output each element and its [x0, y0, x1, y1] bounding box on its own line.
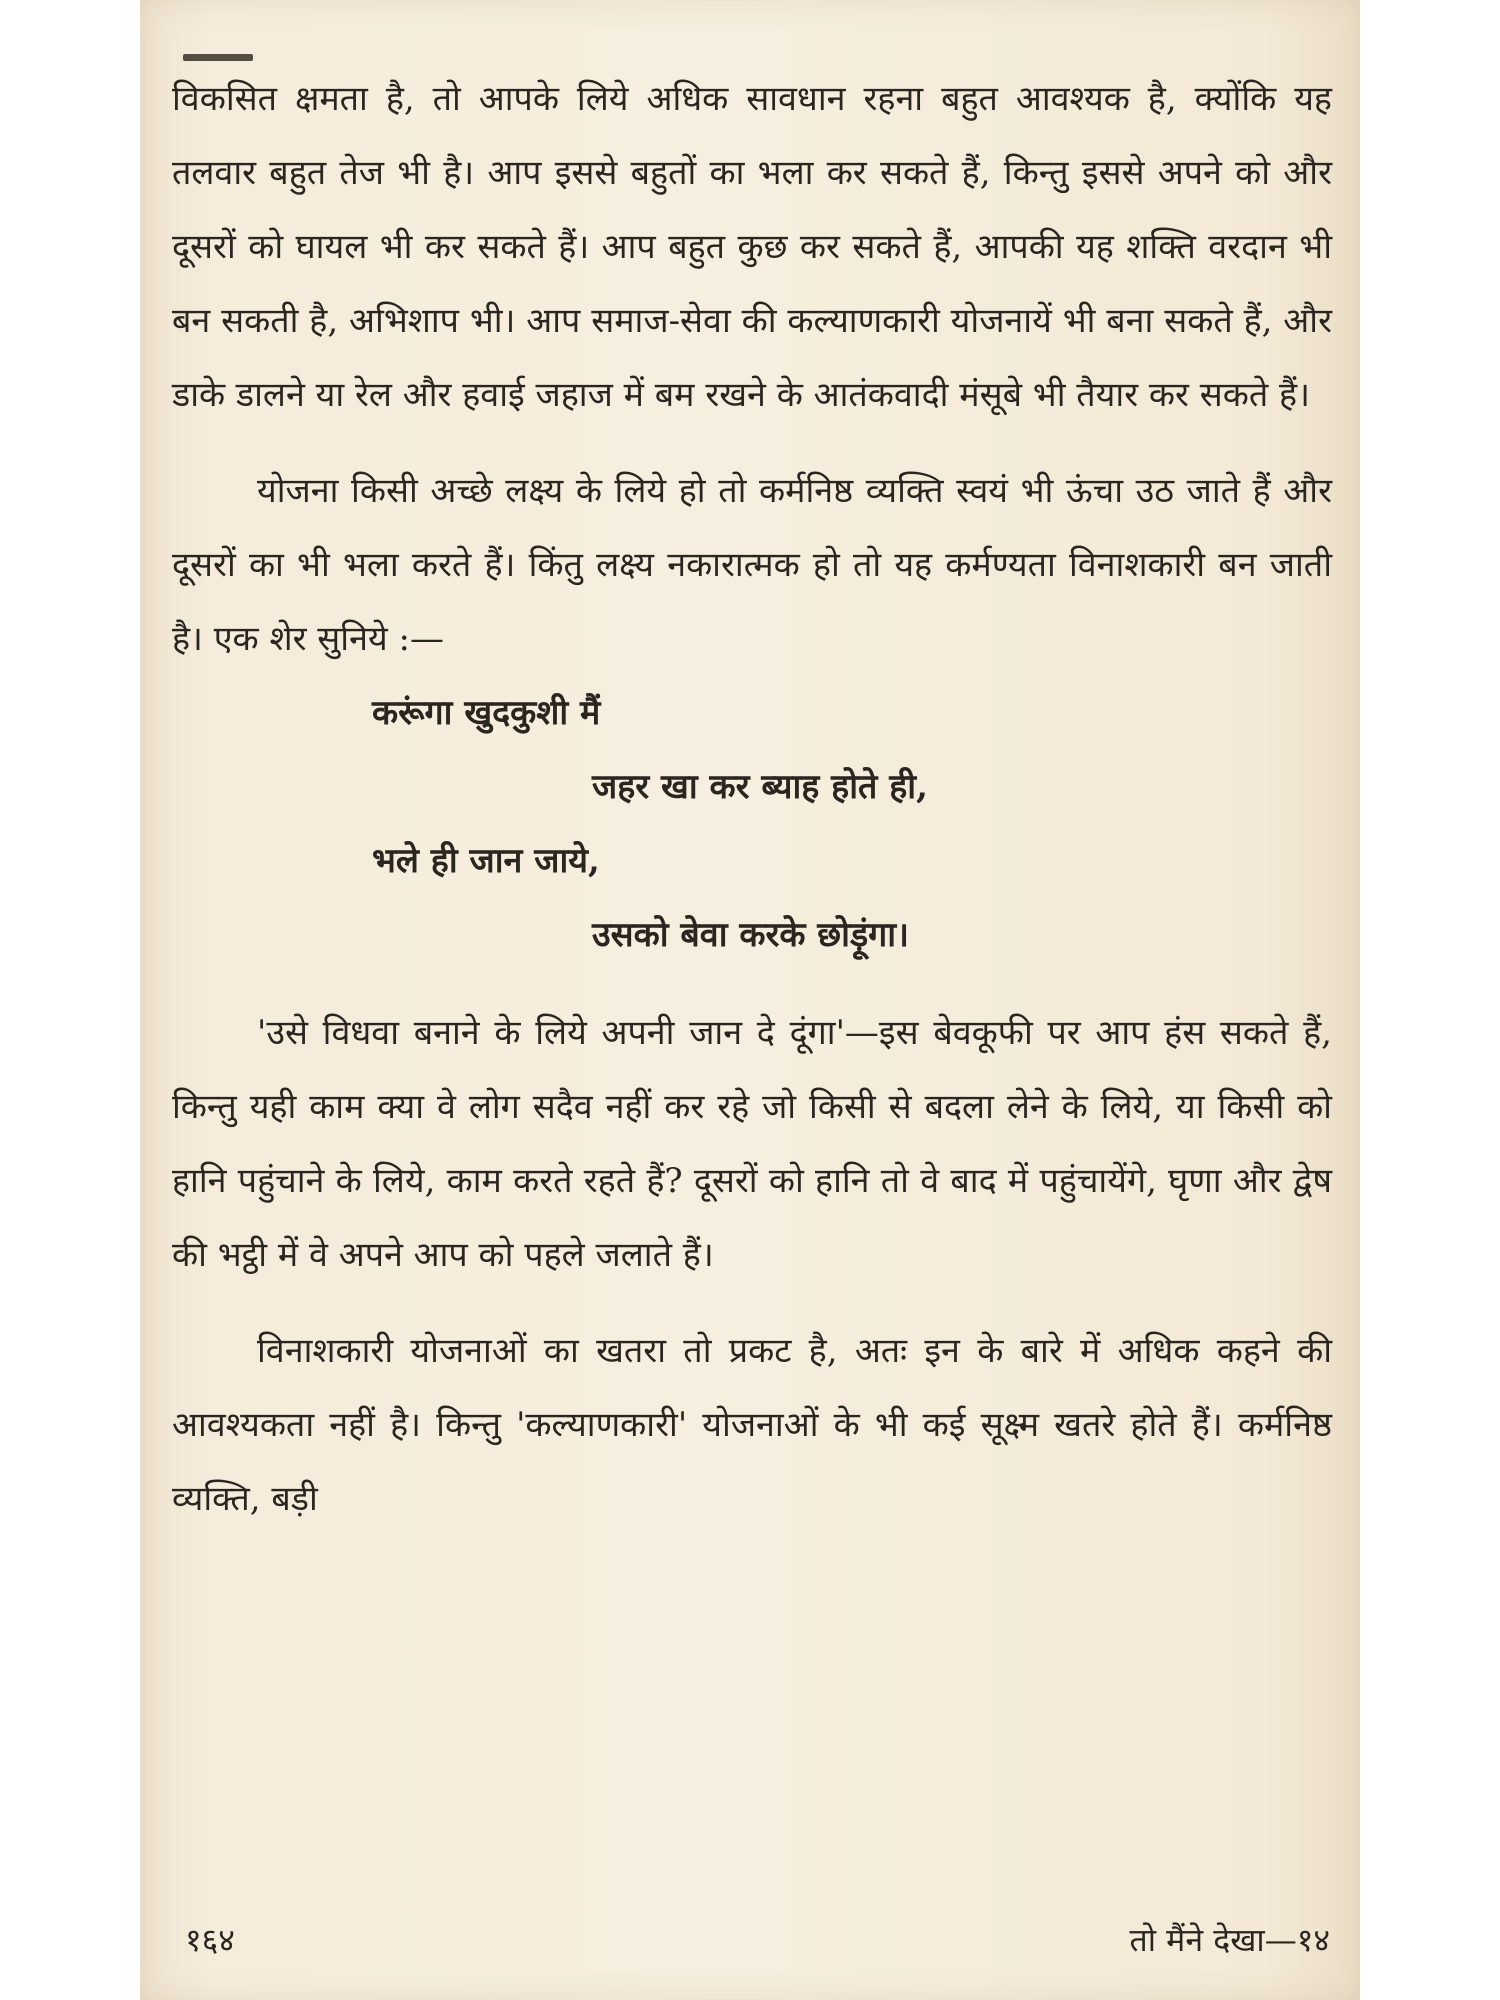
running-title: तो मैंने देखा—१४ — [1129, 1921, 1330, 1959]
paragraph-4: विनाशकारी योजनाओं का खतरा तो प्रकट है, अतः इन के बारे में अधिक कहने की आवश्यकता नहीं है। किन्तु 'कल्याणकारी' योजनाओं के भी कई सूक्ष्म खतरे होते हैं। कर्मनिष्ठ व्यक्ति, बड़ी — [172, 1331, 1332, 1519]
paragraph-3: 'उसे विधवा बनाने के लिये अपनी जान दे दूंगा'—इस बेवकूफी पर आप हंस सकते हैं, किन्तु यही काम क्या वे लोग सदैव नहीं कर रहे जो किसी से बदला लेने के लिये, या किसी को हानि पहुंचाने के लिये, काम करते रहते हैं? दूसरों को हानि तो वे बाद में पहुंचायेंगे, घृणा और द्वेष की भट्ठी में वे अपने आप को पहले जलाते हैं। — [172, 1013, 1332, 1275]
couplet-line-3: भले ही जान जाये, — [372, 841, 600, 881]
paragraph-2: योजना किसी अच्छे लक्ष्य के लिये हो तो कर्मनिष्ठ व्यक्ति स्वयं भी ऊंचा उठ जाते हैं और दूसरों का भी भला करते हैं। किंतु लक्ष्य नकारात्मक हो तो यह कर्मण्यता विनाशकारी बन जाती है। एक शेर सुनिये :— — [172, 471, 1332, 659]
body-text — [172, 62, 1332, 1536]
page-number: १६४ — [185, 1921, 235, 1959]
ink-mark — [183, 54, 253, 61]
couplet-line-2: जहर खा कर ब्याह होते ही, — [592, 767, 928, 807]
paragraph-1: विकसित क्षमता है, तो आपके लिये अधिक सावधान रहना बहुत आवश्यक है, क्योंकि यह तलवार बहुत तेज भी है। आप इससे बहुतों का भला कर सकते हैं, किन्तु इससे अपने को और दूसरों को घायल भी कर सकते हैं। आप बहुत कुछ कर सकते हैं, आपकी यह शक्ति वरदान भी बन सकती है, अभिशाप भी। आप समाज-सेवा की कल्याणकारी योजनायें भी बना सकते हैं, और डाके डालने या रेल और हवाई जहाज में बम रखने के आतंकवादी मंसूबे भी तैयार कर सकते हैं। — [172, 79, 1332, 415]
couplet — [172, 676, 1332, 996]
couplet-line-4: उसको बेवा करके छोड़ूंगा। — [592, 915, 909, 955]
couplet-line-1: करूंगा खुदकुशी मैं — [372, 693, 601, 733]
